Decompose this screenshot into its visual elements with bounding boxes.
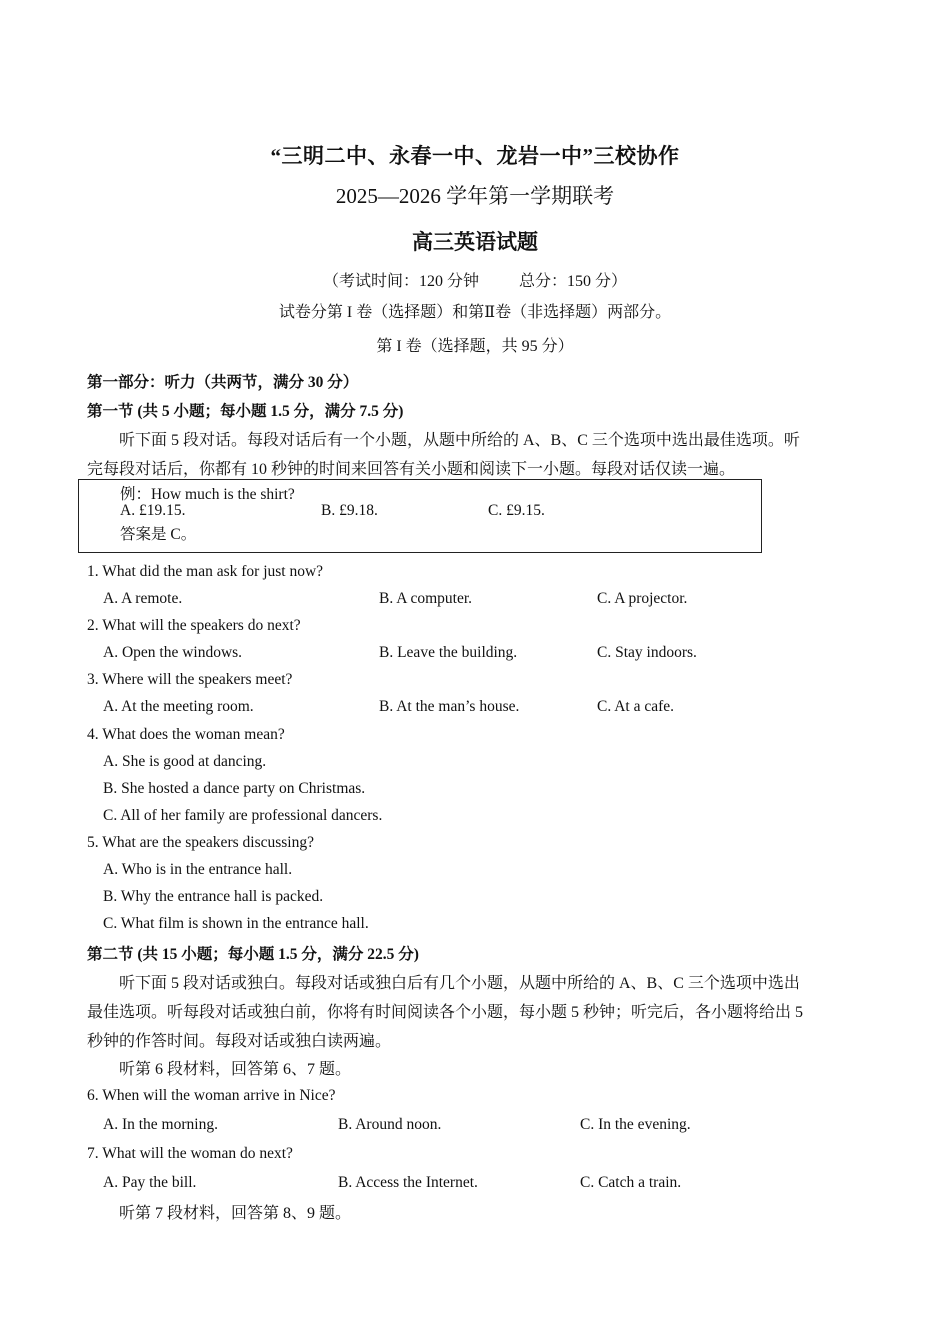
material-note: 听第 7 段材料，回答第 8、9 题。 [119,1205,352,1222]
option-c: C. A projector. [597,590,688,607]
example-option-b: B. £9.18. [321,502,378,519]
option-c: C. Catch a train. [580,1174,682,1191]
option-b: B. Leave the building. [379,644,518,661]
option-c: C. What film is shown in the entrance hall. [103,915,369,932]
question-stem: 7. What will the woman do next? [87,1145,293,1162]
option-a: A. She is good at dancing. [103,753,267,770]
section2-instruction: 听下面 5 段对话或独白。每段对话或独白后有几个小题，从题中所给的 A、B、C 三个选项中选出 [119,975,800,992]
example-option-c: C. £9.15. [488,502,545,519]
option-c: C. All of her family are professional dancers. [103,807,383,824]
option-b: B. At the man’s house. [379,698,520,715]
option-a: A. Pay the bill. [103,1174,197,1191]
part1-heading: 第一部分：听力（共两节，满分 30 分） [87,374,359,391]
exam-title: “三明二中、永春一中、龙岩一中”三校协作 [270,144,680,168]
option-a: A. At the meeting room. [103,698,254,715]
exam-subtitle: 2025—2026 学年第一学期联考 [335,184,615,208]
option-b: B. Access the Internet. [338,1174,478,1191]
option-a: A. Open the windows. [103,644,243,661]
section1-instruction-cont: 完每段对话后，你都有 10 秒钟的时间来回答有关小题和阅读下一小题。每段对话仅读一遍。 [87,461,736,478]
option-b: B. She hosted a dance party on Christmas. [103,780,366,797]
time-info: （考试时间：120 分钟 [322,273,479,290]
option-a: A. In the morning. [103,1116,218,1133]
score-info: 总分：150 分） [519,273,628,290]
option-a: A. Who is in the entrance hall. [103,861,293,878]
example-answer: 答案是 C。 [120,526,197,543]
example-option-a: A. £19.15. [120,502,186,519]
option-b: B. Why the entrance hall is packed. [103,888,324,905]
question-stem: 5. What are the speakers discussing? [87,834,314,851]
exam-name: 高三英语试题 [412,230,538,254]
question-stem: 2. What will the speakers do next? [87,617,301,634]
option-b: B. Around noon. [338,1116,442,1133]
section2-heading: 第二节 (共 15 小题；每小题 1.5 分，满分 22.5 分) [87,946,419,963]
option-c: C. Stay indoors. [597,644,697,661]
question-stem: 4. What does the woman mean? [87,726,285,743]
option-c: C. In the evening. [580,1116,691,1133]
section2-instruction-cont: 最佳选项。听每段对话或独白前，你将有时间阅读各个小题，每小题 5 秒钟；听完后，各小题将给出 5 [87,1004,804,1021]
structure-note: 试卷分第 I 卷（选择题）和第Ⅱ卷（非选择题）两部分。 [278,304,672,321]
option-b: B. A computer. [379,590,472,607]
question-stem: 1. What did the man ask for just now? [87,563,324,580]
question-stem: 6. When will the woman arrive in Nice? [87,1087,336,1104]
material-note: 听第 6 段材料，回答第 6、7 题。 [119,1061,352,1078]
option-c: C. At a cafe. [597,698,675,715]
exam-meta [0,268,950,291]
option-a: A. A remote. [103,590,183,607]
volume1-heading: 第 I 卷（选择题，共 95 分） [376,338,574,355]
section1-heading: 第一节 (共 5 小题；每小题 1.5 分，满分 7.5 分) [87,403,404,420]
section1-instruction: 听下面 5 段对话。每段对话后有一个小题，从题中所给的 A、B、C 三个选项中选出最佳选项。听 [119,432,800,449]
example-question: 例：How much is the shirt? [120,486,295,503]
question-stem: 3. Where will the speakers meet? [87,671,293,688]
section2-instruction-end: 秒钟的作答时间。每段对话或独白读两遍。 [87,1033,392,1050]
